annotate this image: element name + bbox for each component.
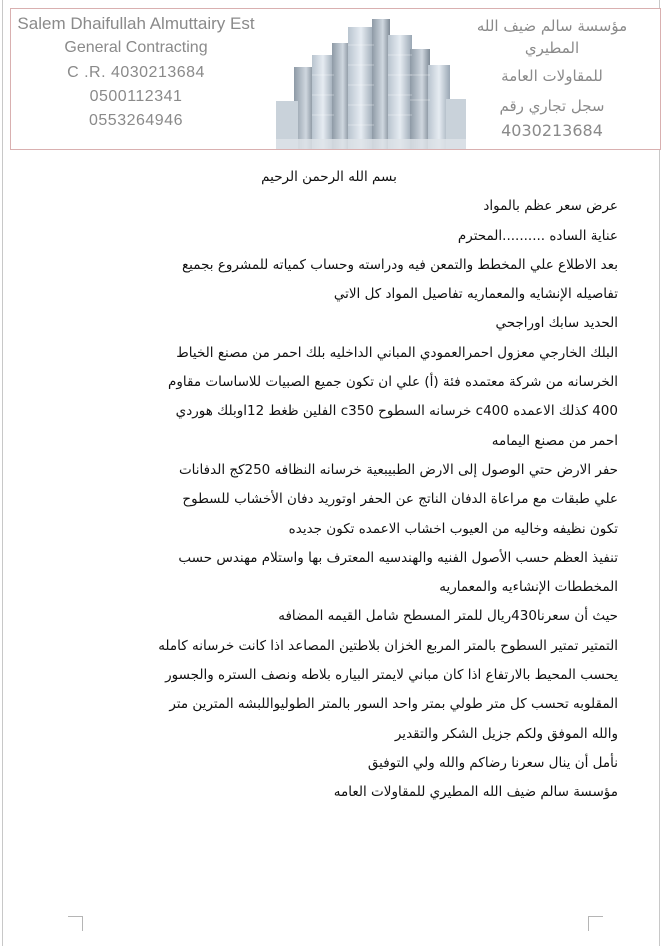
commercial-registration-label: سجل تجاري رقم [499, 97, 605, 115]
document-line: احمر من مصنع اليمامه [491, 432, 618, 449]
document-line: عرض سعر عظم بالمواد [483, 198, 618, 215]
commercial-registration-english: C .R. 4030213684 [67, 64, 205, 81]
letterhead-english [11, 13, 261, 133]
company-subtitle-english: General Contracting [64, 39, 208, 56]
document-line: 400 كذلك الاعمده c400 خرسانه السطوح c350 الفلين ظغط 12اوبلك هوردي [175, 403, 618, 420]
document-line: عناية الساده ..........المحترم [457, 227, 618, 244]
document-line: علي طبقات مع مراعاة الدفان الناتج عن الحفر اوتوريد دفان الأخشاب للسطوح [182, 491, 618, 508]
phone-number: 0500112341 [89, 88, 183, 105]
letterhead-arabic [452, 15, 652, 143]
basmala: بسم الله الرحمن الرحيم [261, 169, 397, 185]
document-line: تفاصيله الإنشايه والمعماريه تفاصيل المواد كل الاتي [333, 286, 618, 303]
document-line: التمتير تمتير السطوح بالمتر المربع الخزان بلاطتين المصاعد اذا كانت خرسانه كامله [158, 637, 618, 654]
document-line: المخططات الإنشاءيه والمعماريه [439, 579, 618, 596]
document-line: تنفيذ العظم حسب الأصول الفنيه والهندسيه المعترف بها واستلام مهندس حسب [178, 549, 618, 566]
document-line: بعد الاطلاع علي المخطط والتمعن فيه ودراسته وحساب كمياته للمشروع بجميع [182, 256, 618, 273]
document-line: والله الموفق ولكم جزيل الشكر والتقدير [394, 725, 618, 742]
margin-corner-mark [68, 916, 83, 931]
document-line: مؤسسة سالم ضيف الله المطيري للمقاولات العامه [333, 784, 618, 801]
company-subtitle-arabic: للمقاولات العامة [501, 67, 603, 85]
margin-corner-mark [588, 916, 603, 931]
document-line: حفر الارض حتي الوصول إلى الارض الطبيبعية خرسانه النظافه 250كج الدفانات [178, 461, 618, 478]
document-line: المقلوبه تحسب كل متر طولي بمتر واحد السور بالمتر الطوليواللبشه المترين متر [169, 696, 618, 713]
phone-number: 0553264946 [89, 112, 183, 129]
document-body [40, 163, 618, 808]
page-edge [2, 0, 3, 946]
city-skyline-icon [276, 15, 466, 149]
document-line: تكون نظيفه وخاليه من العيوب اخشاب الاعمده تكون جديده [288, 520, 618, 537]
document-line: البلك الخارجي معزول احمرالعمودي المباني الداخليه بلك احمر من مصنع الخياط [176, 344, 618, 361]
document-line: يحسب المحيط بالارتفاع اذا كان مباني لايمتر البياره بلاطه ونصف الستره والجسور [165, 667, 618, 684]
document-line: حيث أن سعرنا430ريال للمتر المسطح شامل القيمه المضافه [278, 608, 618, 625]
company-name-arabic: مؤسسة سالم ضيف الله المطيري [476, 17, 628, 57]
document-line: نأمل أن ينال سعرنا رضاكم والله ولي التوفيق [367, 754, 618, 771]
company-name-english: Salem Dhaifullah Almuttairy Est [17, 14, 255, 33]
commercial-registration-number: 4030213684 [501, 121, 603, 140]
document-line: الحديد سابك اوراجحي [495, 315, 618, 332]
document-line: الخرسانه من شركة معتمده فئة (أ) علي ان تكون جميع الصبيات للاساسات مقاوم [168, 374, 618, 391]
letterhead [10, 8, 661, 150]
